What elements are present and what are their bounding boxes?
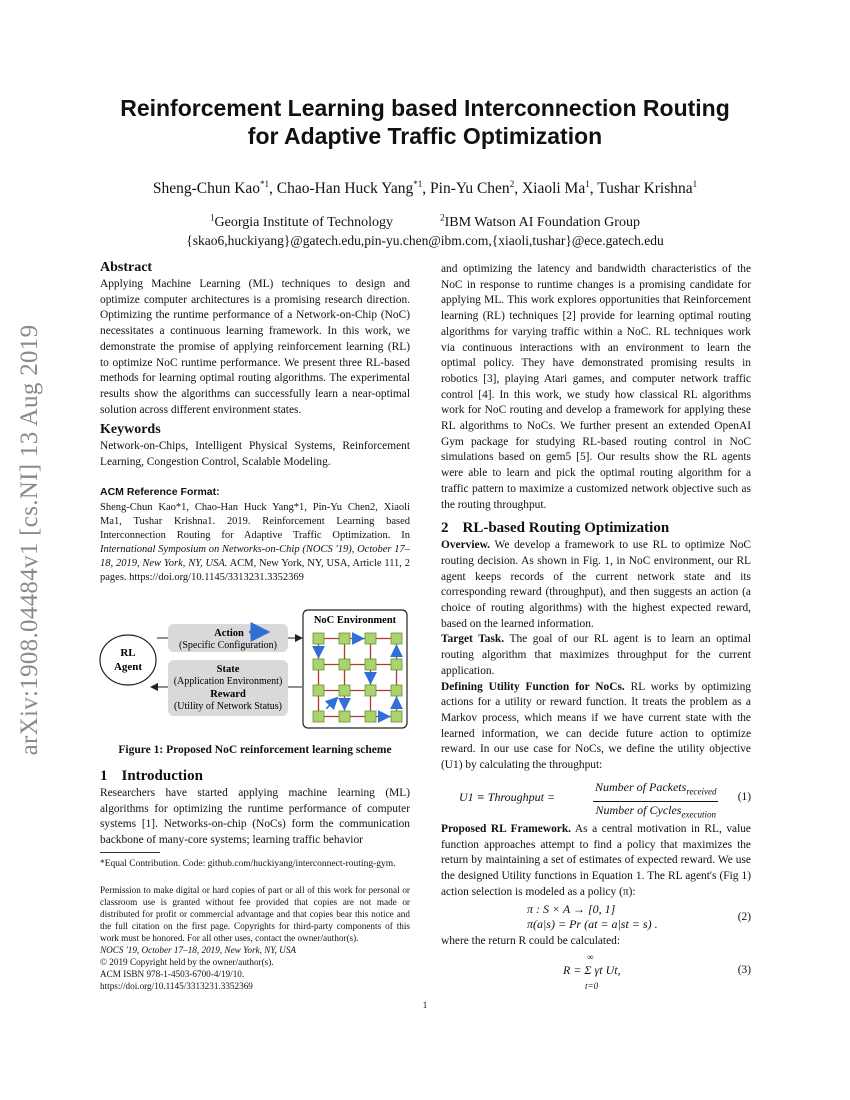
reward-label: Reward <box>210 689 246 700</box>
abstract-text: Applying Machine Learning (ML) techniques to design and optimize computer architectures is a promising research direction. Optimizing the runtime performance of a Network-on-Chip (NoC) necessitates a continuous learning framework. In this work, we demonstrate the promise of applying reinforcement learning (RL) to optimize NoC runtime performance. We present three RL-based methods for learning optimal routing algorithms. The experimental results show the algorithms can successfully learn a near-optimal solution across different environment states. <box>100 278 410 416</box>
title-line-2: for Adaptive Traffic Optimization <box>247 123 603 149</box>
author: Sheng-Chun Kao$^{*1}$ <box>152 178 270 197</box>
introduction-section <box>100 767 410 849</box>
arxiv-sidebar <box>0 0 60 1100</box>
noc-router <box>365 633 376 644</box>
noc-router <box>365 685 376 696</box>
abstract-heading: Abstract <box>100 260 153 275</box>
abstract-section <box>100 259 410 471</box>
equation-1-fraction: Number of Packets$_{received}$ Number of Cycles$_{execution}$ <box>595 779 717 820</box>
permission-doi: https://doi.org/10.1145/3313231.3352369 <box>100 981 253 991</box>
title-line-1: Reinforcement Learning based Interconnection Routing <box>120 95 730 121</box>
equation-3 <box>441 950 751 992</box>
equation-3-label: (3) <box>737 964 751 977</box>
equation-3-body: R = Σ γt Ut, <box>563 963 621 978</box>
acm-reference-text: 2019. Reinforcement Learning based Interconnection Routing for Adaptive Traffic Optimization. In <box>100 516 411 541</box>
equation-2-label: (2) <box>737 911 751 924</box>
noc-router <box>313 659 324 670</box>
introduction-heading: 1 Introduction <box>100 768 203 784</box>
author: Tushar Krishna$^1$ <box>597 178 698 197</box>
acm-reference-authors: Sheng-Chun Kao*1, Chao-Han Huck Yang*1, Pin-Yu Chen2, Xiaoli Ma1, Tushar Krishna1. <box>100 502 410 527</box>
target-task-paragraph: Target Task. The goal of our RL agent is to learn an optimal routing algorithm that maximizes throughput for the current application. <box>441 633 751 677</box>
page-number: 1 <box>422 1000 428 1010</box>
reward-sublabel: (Utility of Network Status) <box>173 701 283 712</box>
acm-reference-venue: International Symposium on Networks-on-Chip (NOCS '19), October 17–18, 2019, New York, NY, USA. <box>100 544 410 569</box>
author: Chao-Han Huck Yang$^{*1}$ <box>276 178 423 197</box>
equation-3-sup: ∞ <box>587 952 594 963</box>
intro-continued-text: and optimizing the latency and bandwidth characteristics of the NoC in response to runtime changes is a promising candidate for applying ML. This work explores opportunities that Reinforcement learning (RL) techniques [2] provide for learning optimal routing algorithms for varying traffic within a NoC. RL techniques work via continuous interactions with an environment to learn the optimal policy. They have demonstrated promising results in robotics [3], playing Atari games, and computer network traffic control [4]. In this work, we study how classical RL algorithms work for NoC routing and develop a framework for applying these RL algorithms to NoCs. We further present an extended OpenAI Gym package for studying RL-based routing control in NoC simulations based on gem5 [5]. Our results show the RL agents were able to learn and pick the optimal routing algorithm for a traffic pattern to maximize a customized network objective such as the routing throughput. <box>441 263 751 511</box>
noc-environment-label: NoC Environment <box>313 615 397 626</box>
paper-title <box>60 94 790 150</box>
noc-router <box>365 659 376 670</box>
permission-venue: NOCS '19, October 17–18, 2019, New York, NY, USA <box>100 945 297 955</box>
permission-isbn: ACM ISBN 978-1-4503-6700-4/19/10. <box>100 969 245 979</box>
keywords-text: Network-on-Chips, Intelligent Physical Systems, Reinforcement Learning, Congestion Control, Scalable Modeling. <box>100 440 410 469</box>
acm-reference <box>100 485 410 585</box>
equation-3-sub: t=0 <box>585 981 599 992</box>
state-label: State <box>216 664 240 675</box>
arxiv-id: arXiv:1908.04484v1 [cs.NI] 13 Aug 2019 <box>16 324 43 756</box>
footnote: *Equal Contribution. Code: github.com/huckiyang/interconnect-routing-gym. <box>100 859 396 869</box>
author-emails: {skao6,huckiyang}@gatech.edu,pin-yu.chen@ibm.com,{xiaoli,tushar}@ece.gatech.edu <box>186 233 664 248</box>
equation-2-line-2: π(a|s) = Pr (at = a|st = s) . <box>527 917 658 932</box>
utility-paragraph: Defining Utility Function for NoCs. RL works by optimizing actions for a utility or reward function. It treats the problem as a Markov process, which means if we have current state with the learned information, we can decide future action to optimize reward. In our use case for NoCs, we define the utility objective (U1) by calculating the throughput: <box>441 680 751 772</box>
framework-paragraph: Proposed RL Framework. As a central motivation in RL, value function approaches attempt to find a policy that maximizes the return by maintaining a set of estimates of expected reward. We use the designed Utility functions in Equation 1. The RL agent's (Fig 1) action selection is modeled as a policy (π): <box>441 822 751 898</box>
noc-router <box>339 711 350 722</box>
affiliations <box>60 214 790 232</box>
figure-1-caption: Figure 1: Proposed NoC reinforcement learning scheme <box>118 744 392 756</box>
affiliation: $^2$IBM Watson AI Foundation Group <box>440 212 640 230</box>
figure-1-diagram <box>95 605 415 735</box>
action-sublabel: (Specific Configuration) <box>178 640 278 651</box>
noc-router <box>391 711 402 722</box>
permission-block <box>100 884 410 992</box>
acm-reference-heading: ACM Reference Format: <box>100 486 220 498</box>
rl-agent-label-1: RL <box>120 647 136 659</box>
introduction-text: Researchers have started applying machine learning (ML) algorithms for optimizing the runtime performance of computer systems [1]. Networks-on-chip (NoCs) form the communication backbone of many-core systems; learning traffic behavior <box>100 787 410 847</box>
return-text: where the return R could be calculated: <box>441 935 621 948</box>
action-label: Action <box>214 628 244 639</box>
noc-router <box>313 711 324 722</box>
noc-router <box>391 685 402 696</box>
noc-router <box>391 633 402 644</box>
acm-reference-tail: ACM, New York, NY, USA, Article 111, 2 pages. https://doi.org/10.1145/3313231.3352369 <box>100 558 411 583</box>
rl-agent-label-2: Agent <box>113 661 143 673</box>
rl-agent-circle <box>100 635 156 685</box>
equation-2-line-1: π : S × A → [0, 1] <box>527 902 616 917</box>
overview-paragraph: Overview. We develop a framework to use RL to optimize NoC routing decision. As shown in Fig. 1, in NoC environment, our RL agent keeps records of the current network state and its corresponding reward (throughput), and then suggests an action (a choice of routing algorithms) with the highest expected reward, based on the learned information. <box>441 539 751 630</box>
permission-copyright: © 2019 Copyright held by the owner/author(s). <box>100 957 274 967</box>
equation-1-label: (1) <box>737 790 751 803</box>
equation-1-lhs: U1 ≡ Throughput = <box>459 789 556 804</box>
right-column <box>441 262 751 992</box>
author-list: Sheng-Chun Kao$^{*1}$, Chao-Han Huck Yang$^{*1}$, Pin-Yu Chen$^2$, Xiaoli Ma$^1$, Tushar Krishna$^1$ <box>152 178 698 197</box>
noc-router <box>313 685 324 696</box>
noc-router <box>313 633 324 644</box>
affiliation: $^1$Georgia Institute of Technology <box>210 212 394 230</box>
author: Xiaoli Ma$^1$ <box>521 178 590 197</box>
keywords-heading: Keywords <box>100 422 161 438</box>
noc-router <box>365 711 376 722</box>
permission-text: Permission to make digital or hard copies of part or all of this work for personal or classroom use is granted without fee provided that copies are not made or distributed for profit or commercial advantage and that copies bear this notice and the full citation on the first page. Copyrights for third-party components of this work must be honored. For all other uses, contact the owner/author(s). <box>100 885 410 943</box>
noc-router <box>339 659 350 670</box>
section-2-heading: 2 RL-based Routing Optimization <box>441 520 670 537</box>
noc-router <box>339 685 350 696</box>
author: Pin-Yu Chen$^2$ <box>430 178 515 197</box>
equation-1 <box>441 778 751 818</box>
noc-router <box>391 659 402 670</box>
state-sublabel: (Application Environment) <box>173 676 283 687</box>
noc-router <box>339 633 350 644</box>
footnote-rule <box>100 852 160 853</box>
equation-2 <box>441 900 751 934</box>
